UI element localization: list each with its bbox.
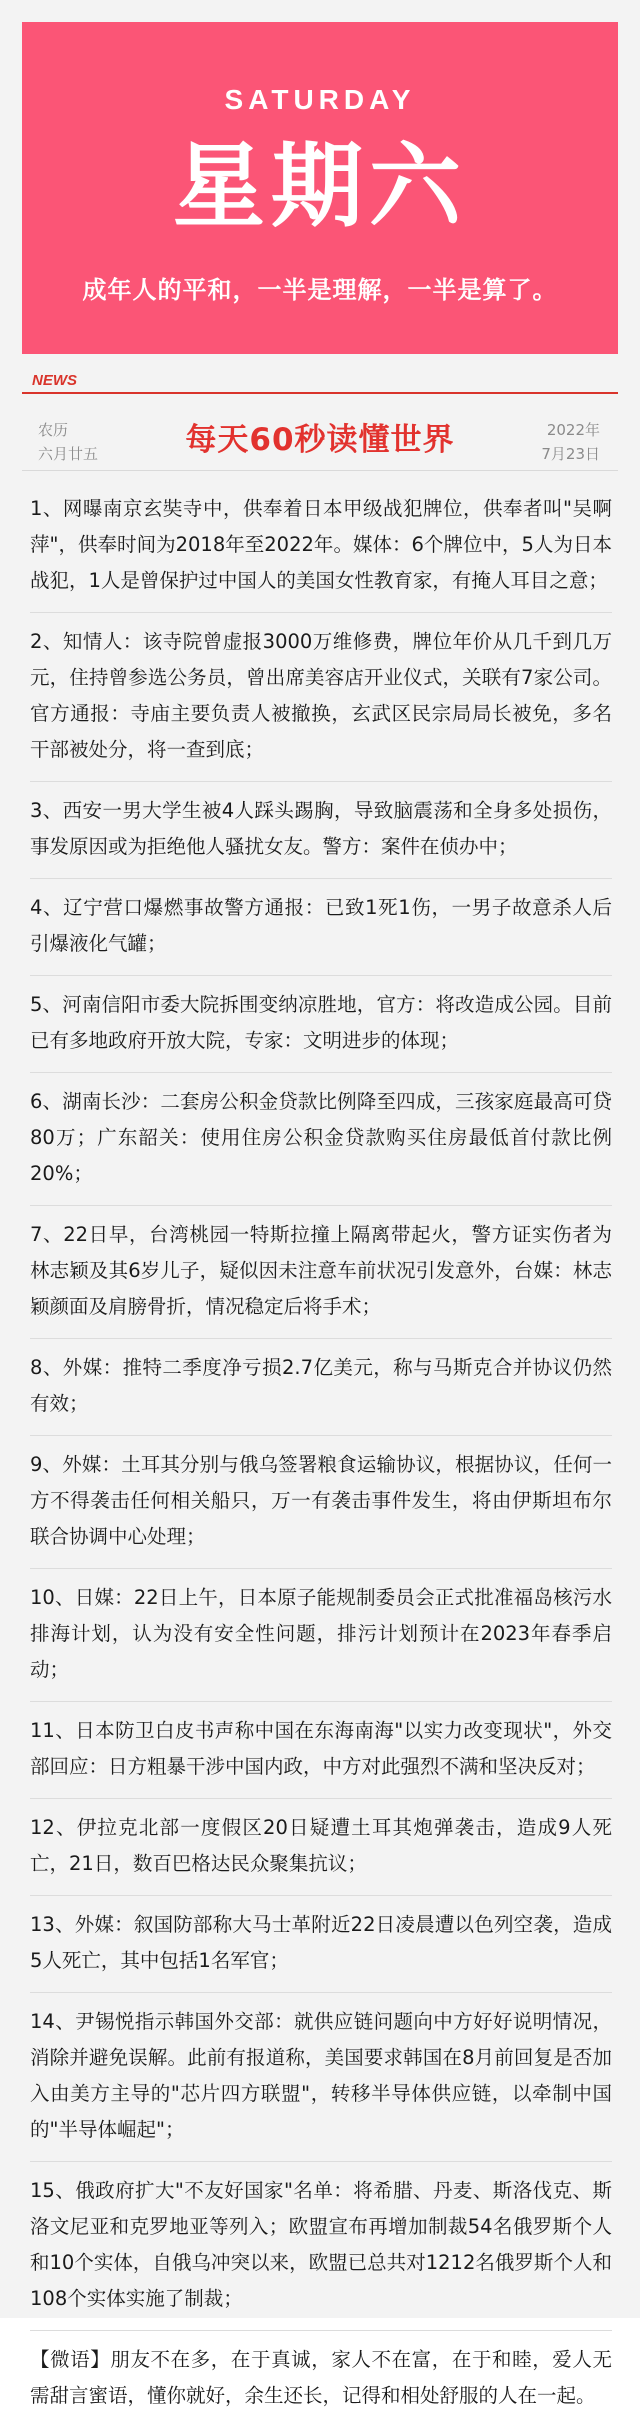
news-tag: NEWS <box>32 372 77 389</box>
news-item: 5、河南信阳市委大院拆围变纳凉胜地，官方：将改造成公园。目前已有多地政府开放大院，专家：文明进步的体现； <box>30 976 612 1073</box>
news-item: 3、西安一男大学生被4人踩头踢胸，导致脑震荡和全身多处损伤，事发原因或为拒绝他人骚扰女友。警方：案件在侦办中； <box>30 782 612 879</box>
news-item: 10、日媒：22日上午，日本原子能规制委员会正式批准福岛核污水排海计划，认为没有安全性问题，排污计划预计在2023年春季启动； <box>30 1569 612 1702</box>
page-title: 每天60秒读懂世界 <box>185 422 455 458</box>
news-item: 8、外媒：推特二季度净亏损2.7亿美元，称与马斯克合并协议仍然有效； <box>30 1339 612 1436</box>
date-year: 2022年 <box>546 421 600 439</box>
date-day: 7月23日 <box>541 445 600 463</box>
news-item: 2、知情人：该寺院曾虚报3000万维修费，牌位年价从几千到几万元，住持曾参选公务员，曾出席美容店开业仪式，关联有7家公司。官方通报：寺庙主要负责人被撤换，玄武区民宗局局长被免，多名干部被处分，将一查到底； <box>30 613 612 782</box>
weekday-english: SATURDAY <box>224 84 416 115</box>
red-divider <box>22 392 618 394</box>
news-item: 13、外媒：叙国防部称大马士革附近22日凌晨遭以色列空袭，造成5人死亡，其中包括1名军官； <box>30 1896 612 1993</box>
news-item: 15、俄政府扩大"不友好国家"名单：将希腊、丹麦、斯洛伐克、斯洛文尼亚和克罗地亚等列入；欧盟宣布再增加制裁54名俄罗斯个人和10个实体，自俄乌冲突以来，欧盟已总共对1212名俄罗斯个人和108个实体实施了制裁； <box>30 2162 612 2331</box>
news-item: 1、网曝南京玄奘寺中，供奉着日本甲级战犯牌位，供奉者叫"吴啊萍"，供奉时间为2018年至2022年。媒体：6个牌位中，5人为日本战犯，1人是曾保护过中国人的美国女性教育家，有掩人耳目之意； <box>30 480 612 613</box>
lunar-day: 六月廿五 <box>38 445 99 463</box>
gregorian-date <box>541 418 600 466</box>
news-item: 9、外媒：土耳其分别与俄乌签署粮食运输协议，根据协议，任何一方不得袭击任何相关船只，万一有袭击事件发生，将由伊斯坦布尔联合协调中心处理； <box>30 1436 612 1569</box>
news-item: 11、日本防卫白皮书声称中国在东海南海"以实力改变现状"，外交部回应：日方粗暴干涉中国内政，中方对此强烈不满和坚决反对； <box>30 1702 612 1799</box>
news-item: 6、湖南长沙：二套房公积金贷款比例降至四成，三孩家庭最高可贷80万；广东韶关：使用住房公积金贷款购买住房最低首付款比例20%； <box>30 1073 612 1206</box>
quote-item: 【微语】朋友不在多，在于真诚，家人不在富，在于和睦，爱人无需甜言蜜语，懂你就好，余生还长，记得和相处舒服的人在一起。 <box>30 2348 612 2407</box>
news-item: 14、尹锡悦指示韩国外交部：就供应链问题向中方好好说明情况，消除并避免误解。此前有报道称，美国要求韩国在8月前回复是否加入由美方主导的"芯片四方联盟"，转移半导体供应链，以牵制中国的"半导体崛起"； <box>30 1993 612 2162</box>
banner-motto: 成年人的平和，一半是理解，一半是算了。 <box>82 276 558 304</box>
weekday-chinese: 星期六 <box>172 133 467 240</box>
header-divider <box>22 470 618 471</box>
lunar-label: 农历 <box>38 421 69 439</box>
news-item: 4、辽宁营口爆燃事故警方通报：已致1死1伤，一男子故意杀人后引爆液化气罐； <box>30 879 612 976</box>
news-item: 12、伊拉克北部一度假区20日疑遭土耳其炮弹袭击，造成9人死亡，21日，数百巴格达民众聚集抗议； <box>30 1799 612 1896</box>
news-list <box>30 480 612 2427</box>
news-item: 7、22日早，台湾桃园一特斯拉撞上隔离带起火，警方证实伤者为林志颖及其6岁儿子，疑似因未注意车前状况引发意外，台媒：林志颖颜面及肩膀骨折，情况稳定后将手术； <box>30 1206 612 1339</box>
day-banner <box>22 22 618 354</box>
